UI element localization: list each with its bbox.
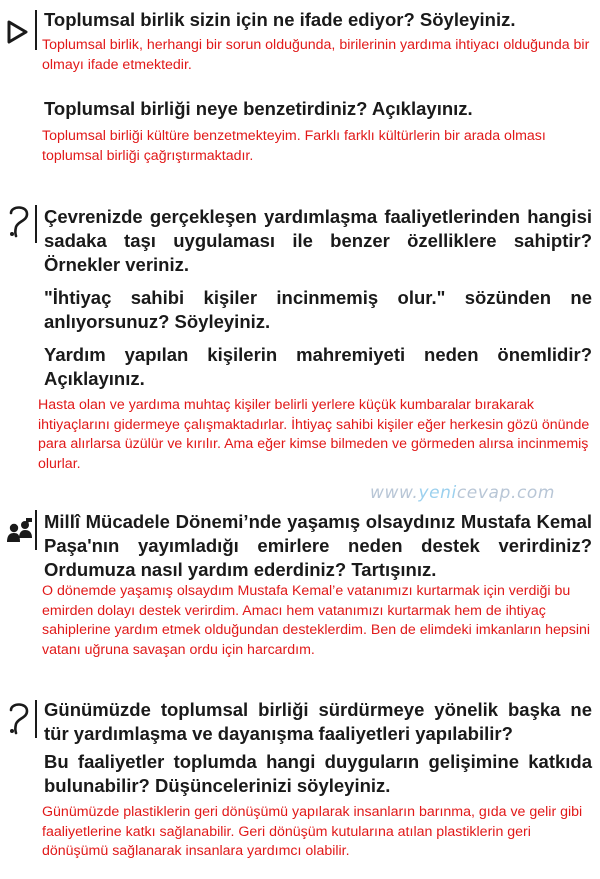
- section-divider: [35, 510, 37, 550]
- question-mark-icon: [6, 700, 32, 741]
- watermark-part: www.: [370, 483, 419, 503]
- section-divider: [35, 700, 37, 738]
- answer-text: Toplumsal birliği kültüre benzetmekteyim. Farklı farklı kültürlerin bir arada olması toplumsal birliği çağrıştırmaktadır.: [42, 128, 546, 164]
- watermark-part: cevap: [456, 483, 511, 503]
- question-text: "İhtiyaç sahibi kişiler incinmemiş olur." sözünden ne anlıyorsunuz? Söyleyiniz.: [44, 287, 592, 332]
- answer-text: Toplumsal birlik, herhangi bir sorun olduğunda, birilerinin yardıma ihtiyacı olduğunda bir olmayı ifade etmektedir.: [42, 37, 590, 73]
- question-text: Günümüzde toplumsal birliği sürdürmeye yönelik başka ne tür yardımlaşma ve dayanışma faaliyetleri yapılabilir?: [44, 699, 592, 744]
- question-text: Çevrenizde gerçekleşen yardımlaşma faaliyetlerinden hangisi sadaka taşı uygulaması ile benzer özelliklere sahiptir? Örnekler veriniz.: [44, 206, 592, 275]
- section-divider: [35, 10, 37, 50]
- answer-text: Günümüzde plastiklerin geri dönüşümü yapılarak insanların barınma, gıda ve gelir gibi faaliyetlerine katkı sağlanabilir. Geri dönüşüm kutularına atılan plastiklerin geri dönüşümü sağlanarak insanlara yardımcı olabilir.: [42, 804, 583, 859]
- watermark-part: yeni: [418, 483, 457, 503]
- watermark-part: .com: [510, 483, 556, 503]
- play-triangle-icon: [6, 18, 30, 51]
- answer-text: O dönemde yaşamış olsaydım Mustafa Kemal’e vatanımızı kurtarmak için verdiği bu emirden dolayı destek verirdim. Amacı hem vatanımızı kurtarmak hem de ihtiyaç sahiplerine yardım etmek olduğundan desteklerdim. Ben de elimdeki imkanların hepsini vatanı uğruna savaşan ordu için harcardım.: [42, 583, 591, 658]
- question-mark-icon: [6, 203, 32, 244]
- question-text: Bu faaliyetler toplumda hangi duyguların gelişimine katkıda bulunabilir? Düşüncelerinizi söyleyiniz.: [44, 751, 592, 796]
- answer-text: Hasta olan ve yardıma muhtaç kişiler belirli yerlere küçük kumbaralar bırakarak ihtiyaçlarını gidermeye çalışmaktadırlar. İhtiyaç sahibi kişiler eğer herkesin gözü önünde para alırlarsa üzülür ve kırılır. Ama eğer kimse bilmeden ve görmeden alırsa incinmemiş olurlar.: [38, 397, 590, 472]
- watermark: [370, 483, 555, 503]
- question-text: Millî Mücadele Dönemi’nde yaşamış olsaydınız Mustafa Kemal Paşa'nın yayımladığı emirlere neden destek verirdiniz? Ordumuza nasıl yardım ederdiniz? Tartışınız.: [44, 511, 592, 580]
- question-text: Toplumsal birliği neye benzetirdiniz? Açıklayınız.: [44, 98, 473, 119]
- question-text: Yardım yapılan kişilerin mahremiyeti neden önemlidir? Açıklayınız.: [44, 344, 592, 389]
- section-divider: [35, 205, 37, 243]
- question-text: Toplumsal birlik sizin için ne ifade ediyor? Söyleyiniz.: [44, 9, 516, 30]
- discussion-icon: [6, 516, 34, 549]
